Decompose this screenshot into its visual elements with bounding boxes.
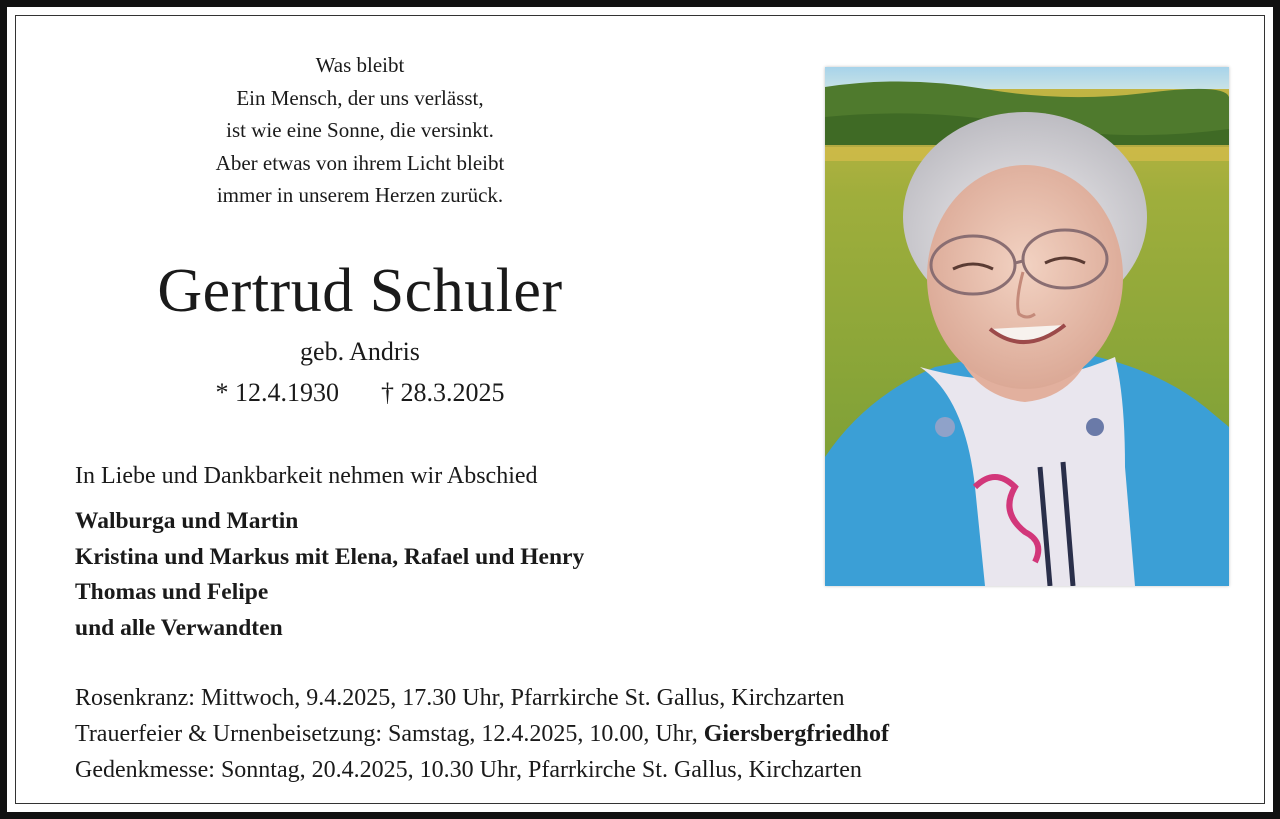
mourner-line: Kristina und Markus mit Elena, Rafael und Henry [75,543,585,570]
birth-date: * 12.4.1930 [215,378,339,407]
deceased-name: Gertrud Schuler [157,257,563,325]
farewell-text: In Liebe und Dankbarkeit nehmen wir Abschied [75,463,538,489]
event-rosary: Rosenkranz: Mittwoch, 9.4.2025, 17.30 Uhr, Pfarrkirche St. Gallus, Kirchzarten [75,685,845,711]
poem-line: ist wie eine Sonne, die versinkt. [226,118,494,142]
portrait-photo [825,67,1229,586]
mourner-line: Thomas und Felipe [75,579,269,605]
mourner-line: und alle Verwandten [75,614,283,641]
events-list [75,680,889,788]
life-dates [127,376,593,410]
cemetery-name: Giersbergfriedhof [703,721,889,747]
poem-line: Aber etwas von ihrem Licht bleibt [215,150,505,175]
poem-line: Ein Mensch, der uns verlässt, [236,85,484,110]
poem-line: Was bleibt [315,53,405,77]
death-date: † 28.3.2025 [381,378,505,407]
mourners-list [75,504,584,646]
event-memorial-mass: Gedenkmesse: Sonntag, 20.4.2025, 10.30 Uhr, Pfarrkirche St. Gallus, Kirchzarten [75,757,862,783]
event-funeral: Trauerfeier & Urnenbeisetzung: Samstag, 12.4.2025, 10.00, Uhr, Giersbergfriedhof [75,721,889,747]
mourner-line: Walburga und Martin [75,508,299,534]
poem-line: immer in unserem Herzen zurück. [216,183,504,207]
maiden-name: geb. Andris [300,337,420,366]
poem [127,49,593,212]
